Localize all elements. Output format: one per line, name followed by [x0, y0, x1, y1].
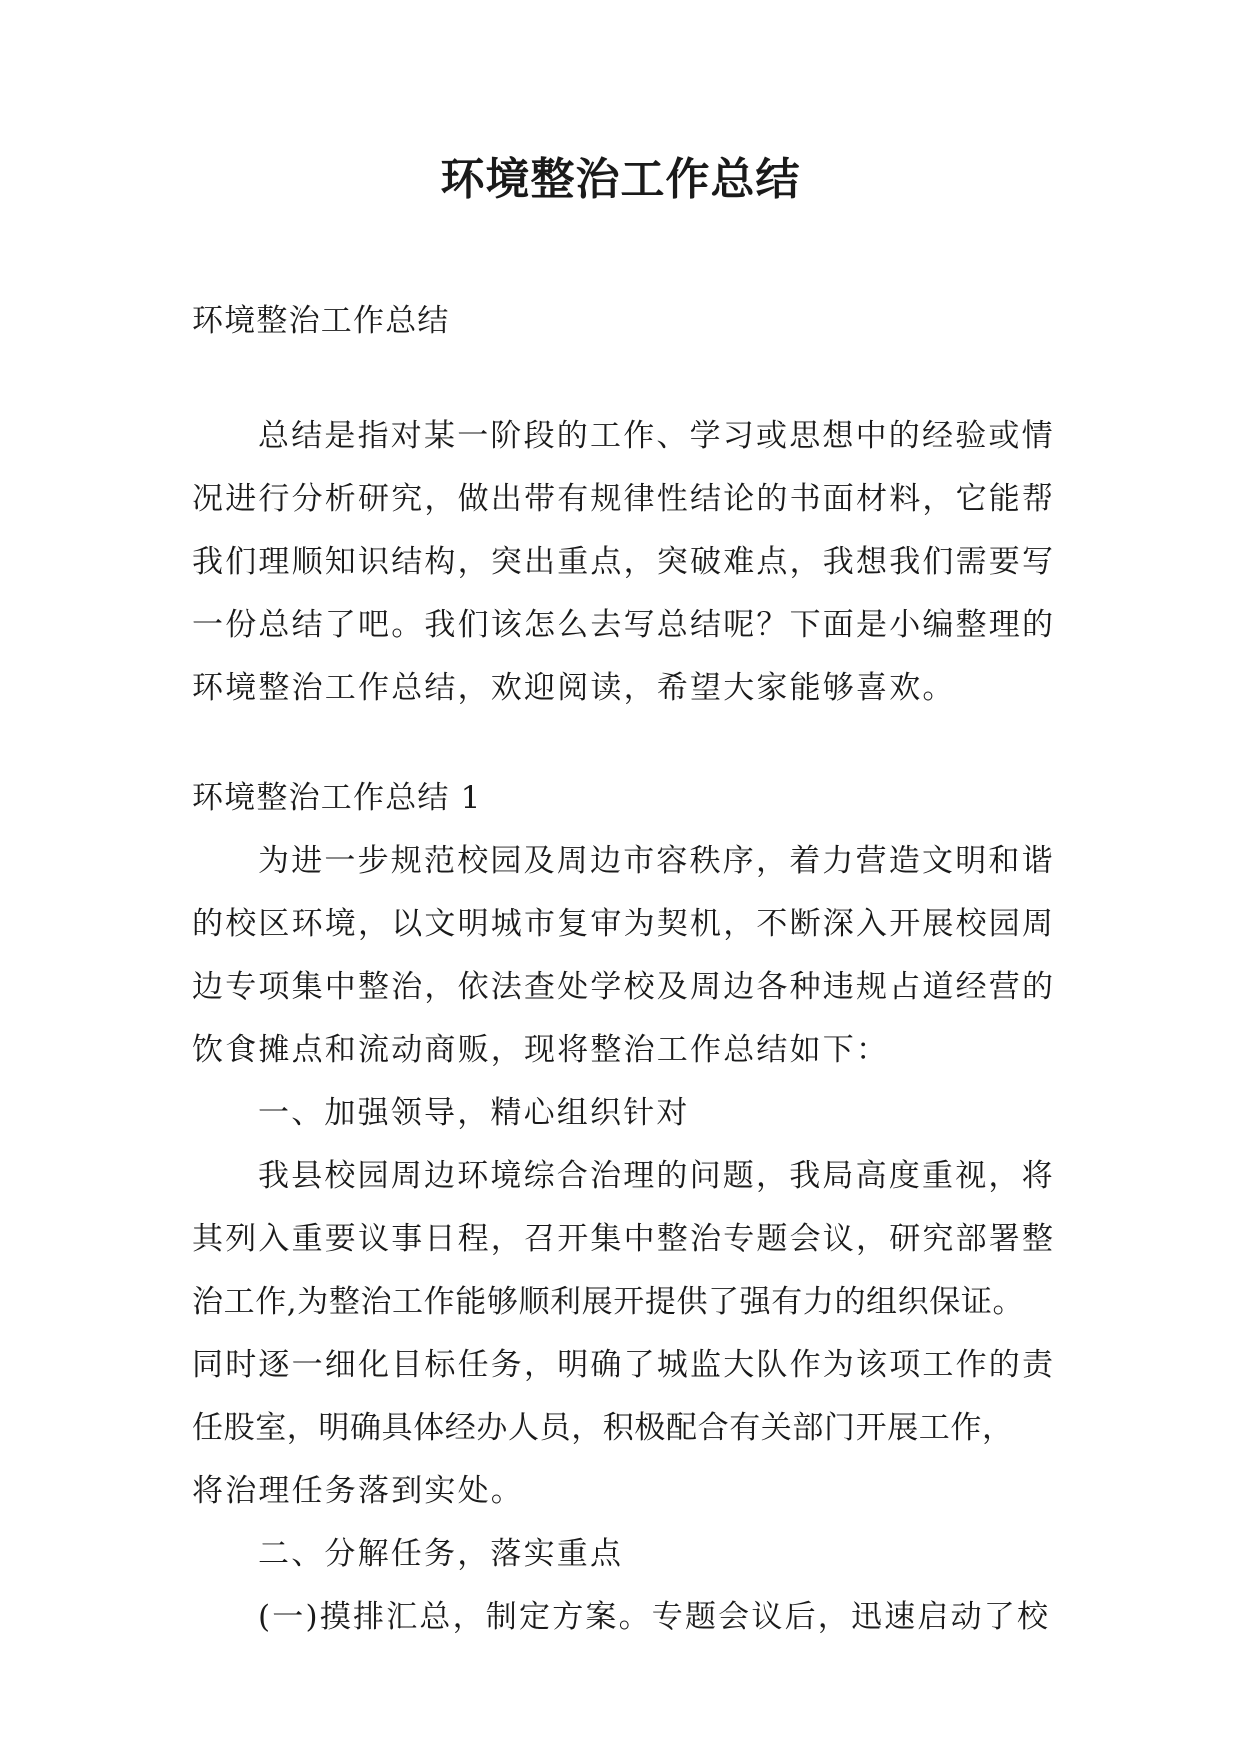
paragraph-line: 治工作,为整治工作能够顺利展开提供了强有力的组织保证。	[192, 1284, 1025, 1320]
point-2-heading: 二、分解任务，落实重点	[258, 1536, 624, 1572]
paragraph-line: 任股室，明确具体经办人员，积极配合有关部门开展工作，	[192, 1410, 1014, 1446]
intro-line: 况进行分析研究，做出带有规律性结论的书面材料，它能帮	[192, 481, 1056, 517]
point-2-paragraph-line: (一)摸排汇总，制定方案。专题会议后，迅速启动了校	[258, 1599, 1051, 1635]
section-1-heading: 环境整治工作总结 1	[192, 780, 482, 816]
document-title: 环境整治工作总结	[440, 154, 801, 205]
intro-line: 环境整治工作总结，欢迎阅读，希望大家能够喜欢。	[192, 670, 956, 706]
paragraph-line: 其列入重要议事日程，召开集中整治专题会议，研究部署整	[192, 1221, 1056, 1257]
paragraph-line: 将治理任务落到实处。	[192, 1473, 524, 1509]
intro-paragraph	[192, 405, 1058, 720]
spacer	[192, 353, 1058, 405]
document-subtitle: 环境整治工作总结	[192, 303, 450, 339]
paragraph-line: 为进一步规范校园及周边市容秩序，着力营造文明和谐	[258, 843, 1055, 879]
paragraph-line: 同时逐一细化目标任务，明确了城监大队作为该项工作的责	[192, 1347, 1056, 1383]
paragraph-line: 我县校园周边环境综合治理的问题，我局高度重视，将	[258, 1158, 1055, 1194]
intro-line: 总结是指对某一阶段的工作、学习或思想中的经验或情	[258, 418, 1055, 454]
paragraph-line: 边专项集中整治，依法查处学校及周边各种违规占道经营的	[192, 969, 1056, 1005]
intro-line: 一份总结了吧。我们该怎么去写总结呢？下面是小编整理的	[192, 607, 1056, 643]
intro-line: 我们理顺知识结构，突出重点，突破难点，我想我们需要写	[192, 544, 1056, 580]
point-1-paragraph	[192, 1145, 1058, 1523]
spacer	[192, 720, 1058, 767]
point-1-heading: 一、加强领导，精心组织针对	[258, 1095, 690, 1131]
paragraph-line: 饮食摊点和流动商贩，现将整治工作总结如下：	[192, 1032, 890, 1068]
section-1-paragraph	[192, 830, 1058, 1082]
paragraph-line: 的校区环境，以文明城市复审为契机，不断深入开展校园周	[192, 906, 1056, 942]
document-body	[192, 290, 1058, 1649]
